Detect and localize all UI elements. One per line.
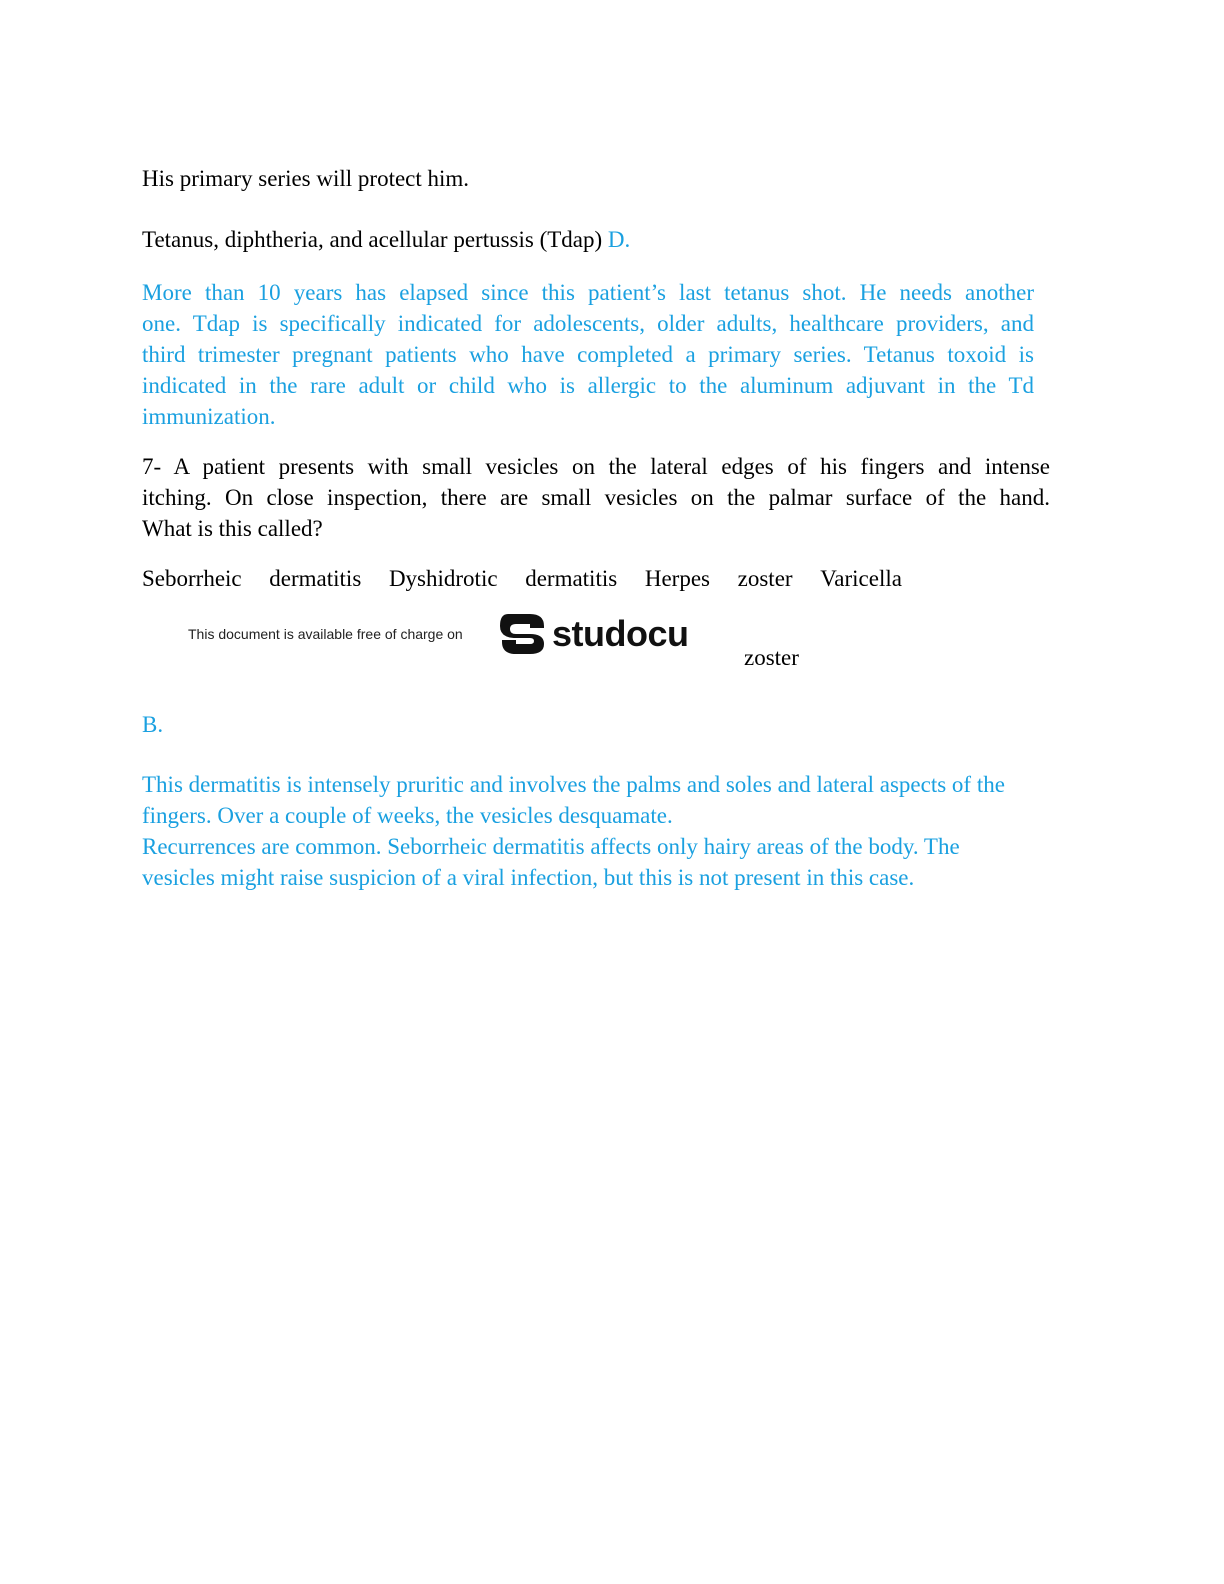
option-overflow-word: zoster [744,645,799,670]
studocu-logo-icon [500,610,546,658]
question-line: 7- A patient presents with small vesicles on the lateral edges of his fingers and intense [142,454,1050,479]
question-line: itching. On close inspection, there are small vesicles on the palmar surface of the hand. [142,485,1050,510]
explanation-line: third trimester pregnant patients who have completed a primary series. Tetanus toxoid is [142,342,1034,367]
option-word: Dyshidrotic [388,566,498,591]
option-word: Varicella [820,566,902,591]
explanation-line: immunization. [142,404,276,429]
tdap-text: Tetanus, diphtheria, and acellular pertussis (Tdap) [142,227,603,252]
option-word: dermatitis [525,566,618,591]
option-word: dermatitis [269,566,362,591]
answer-b: B. [142,712,164,737]
answer-d: D. [607,227,631,252]
explanation-tetanus [142,277,1034,432]
studocu-banner-text: This document is available free of charge on [188,626,463,642]
para-primary-series: His primary series will protect him. [142,166,470,191]
explanation-line: vesicles might raise suspicion of a viral infection, but this is not present in this case. [142,865,915,890]
explanation-dermatitis [142,769,1072,893]
option-word: zoster [737,566,793,591]
studocu-logo-text: studocu [552,613,689,654]
explanation-line: Recurrences are common. Seborrheic dermatitis affects only hairy areas of the body. The [142,834,960,859]
studocu-logo[interactable] [500,610,689,658]
para-tdap [142,224,630,255]
explanation-line: indicated in the rare adult or child who is allergic to the aluminum adjuvant in the Td [142,373,1034,398]
answer-options [142,563,902,594]
explanation-line: fingers. Over a couple of weeks, the vesicles desquamate. [142,803,673,828]
option-word: Herpes [644,566,710,591]
option-word: Seborrheic [142,566,242,591]
explanation-line: This dermatitis is intensely pruritic and involves the palms and soles and lateral aspects of the [142,772,1005,797]
explanation-line: More than 10 years has elapsed since this patient’s last tetanus shot. He needs another [142,280,1034,305]
question-line: What is this called? [142,516,323,541]
question-7 [142,451,1050,544]
explanation-line: one. Tdap is specifically indicated for adolescents, older adults, healthcare providers, and [142,311,1034,336]
